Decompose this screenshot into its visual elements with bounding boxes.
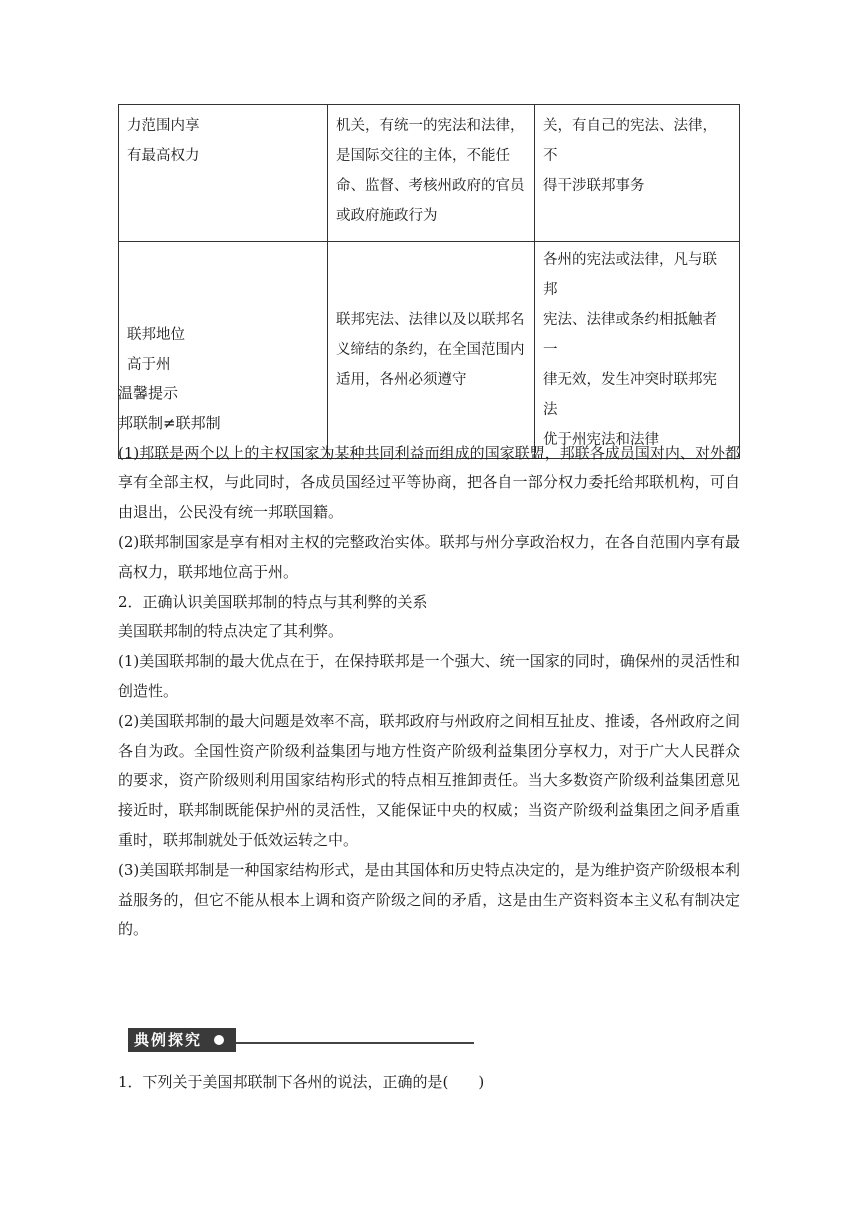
bullet-dot-icon	[214, 1035, 224, 1045]
tip-subtitle: 邦联制≠联邦制	[118, 413, 221, 432]
tip-paragraph: (1)邦联是两个以上的主权国家为某种共同利益而组成的国家联盟，邦联各成员国对内、对外都享有全部主权，与此同时，各成员国经过平等协商，把各自一部分权力委托给邦联机构，可自由退出，公民没有统一邦联国籍。	[118, 443, 740, 522]
example-heading-bar	[128, 1028, 474, 1052]
heading-divider	[236, 1042, 474, 1044]
table-cell: 联邦地位 高于州	[119, 242, 328, 459]
table-cell: 各州的宪法或法律，凡与联邦 宪法、法律或条约相抵触者一 律无效，发生冲突时联邦宪法 优于州宪法和法律	[535, 242, 740, 459]
section-title: 2．正确认识美国联邦制的特点与其利弊的关系	[118, 592, 428, 611]
section-paragraph: (3)美国联邦制是一种国家结构形式，是由其国体和历史特点决定的，是为维护资产阶级根本利益服务的，但它不能从根本上调和资产阶级之间的矛盾，这是由生产资料资本主义私有制决定的。	[118, 860, 740, 939]
question-1: 1．下列关于美国邦联制下各州的说法，正确的是( )	[118, 1073, 485, 1091]
section-paragraph: (2)美国联邦制的最大问题是效率不高，联邦政府与州政府之间相互扯皮、推诿，各州政府之间各自为政。全国性资产阶级利益集团与地方性资产阶级利益集团分享权力，对于广大人民群众的要求，资产阶级则利用国家结构形式的特点相互推卸责任。当大多数资产阶级利益集团意见接近时，联邦制既能保护州的灵活性，又能保证中央的权威；当资产阶级利益集团之间矛盾重重时，联邦制就处于低效运转之中。	[118, 711, 740, 849]
table-cell: 关，有自己的宪法、法律，不 得干涉联邦事务	[535, 105, 740, 242]
example-heading: 典例探究	[128, 1028, 236, 1052]
table-cell: 力范围内享 有最高权力	[119, 105, 328, 242]
table-cell: 联邦宪法、法律以及以联邦名 义缔结的条约，在全国范围内 适用，各州必须遵守	[328, 242, 535, 459]
section-paragraph: (1)美国联邦制的最大优点在于，在保持联邦是一个强大、统一国家的同时，确保州的灵活性和创造性。	[118, 652, 740, 700]
table-row	[119, 105, 740, 242]
table-cell: 机关，有统一的宪法和法律， 是国际交往的主体，不能任 命、监督、考核州政府的官员 或政府施政行为	[328, 105, 535, 242]
tip-paragraph: (2)联邦制国家是享有相对主权的完整政治实体。联邦与州分享政治权力，在各自范围内享有最高权力，联邦地位高于州。	[118, 532, 740, 581]
main-content	[118, 379, 740, 945]
tip-title: 温馨提示	[118, 384, 179, 402]
section-intro: 美国联邦制的特点决定了其利弊。	[118, 622, 344, 641]
